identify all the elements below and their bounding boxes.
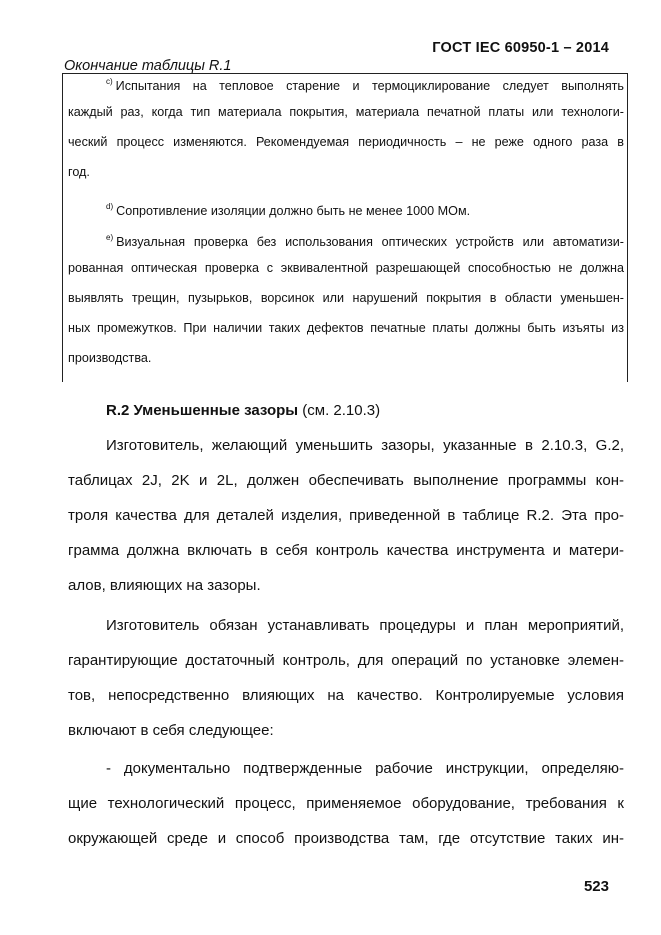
note-c-line-4: год. <box>68 165 90 179</box>
note-c-line-3: ческий процесс изменяются. Рекомендуемая периодичность – не реже одного раза в <box>68 135 624 149</box>
page-number: 523 <box>583 878 609 895</box>
section-heading-line <box>68 393 624 428</box>
p2-line-4: включают в себя следующее: <box>68 722 274 739</box>
p2-line-1: Изготовитель обязан устанавливать процедуры и план мероприятий, <box>106 617 624 634</box>
note-d-marker: d) <box>106 202 114 211</box>
note-e-line-3: выявлять трещин, пузырьков, ворсинок или нарушений покрытия в области уменьшен- <box>68 291 624 305</box>
note-c-line-2: каждый раз, когда тип материала покрытия, материала печатной платы или технологи- <box>68 105 624 119</box>
note-d-line <box>68 192 624 222</box>
p2-line-2: гарантирующие достаточный контроль, для операций по установке элемен- <box>68 652 624 669</box>
note-e-line-1 <box>68 223 624 253</box>
table-note-d <box>68 192 624 222</box>
p1-line-3: троля качества для деталей изделия, приведенной в таблице R.2. Эта про- <box>68 507 624 524</box>
note-e-line-5: производства. <box>68 351 152 365</box>
table-note-e <box>68 223 624 373</box>
table-caption: Окончание таблицы R.1 <box>64 58 232 74</box>
note-e-line-2: рованная оптическая проверка с эквивалентной разрешающей способностью не должна <box>68 261 624 275</box>
note-d-text: Сопротивление изоляции должно быть не менее 1000 МОм. <box>116 204 471 218</box>
note-c-text-1: Испытания на тепловое старение и термоциклирование следует выполнять <box>115 79 624 93</box>
note-e-line-4: ных промежутков. При наличии таких дефектов печатные платы должны быть изъяты из <box>68 321 624 335</box>
section-heading <box>68 393 624 428</box>
p3-line-1: - документально подтвержденные рабочие инструкции, определяю- <box>106 760 624 777</box>
p1-line-2: таблицах 2J, 2K и 2L, должен обеспечивать выполнение программы кон- <box>68 472 624 489</box>
standard-code: ГОСТ IEC 60950-1 – 2014 <box>432 40 609 56</box>
p1-line-4: грамма должна включать в себя контроль качества инструмента и матери- <box>68 542 624 559</box>
note-c-marker: c) <box>106 77 113 86</box>
paragraph-1 <box>68 428 624 603</box>
section-reference: (см. 2.10.3) <box>298 402 381 419</box>
paragraph-2 <box>68 608 624 748</box>
p2-line-3: тов, непосредственно влияющих на качество. Контролируемые условия <box>68 687 624 704</box>
paragraph-3 <box>68 751 624 856</box>
p3-line-2: щие технологический процесс, применяемое оборудование, требования к <box>68 795 624 812</box>
p3-line-3: окружающей среде и способ производства там, где отсутствие таких ин- <box>68 830 624 847</box>
note-e-marker: e) <box>106 233 114 242</box>
p1-line-5: алов, влияющих на зазоры. <box>68 577 261 594</box>
section-title: R.2 Уменьшенные зазоры <box>106 402 299 419</box>
note-e-text-1: Визуальная проверка без использования оптических устройств или автоматизи- <box>116 235 624 249</box>
note-c-line-1 <box>68 67 624 97</box>
p1-line-1: Изготовитель, желающий уменьшить зазоры, указанные в 2.10.3, G.2, <box>106 437 624 454</box>
table-note-c <box>68 67 624 187</box>
